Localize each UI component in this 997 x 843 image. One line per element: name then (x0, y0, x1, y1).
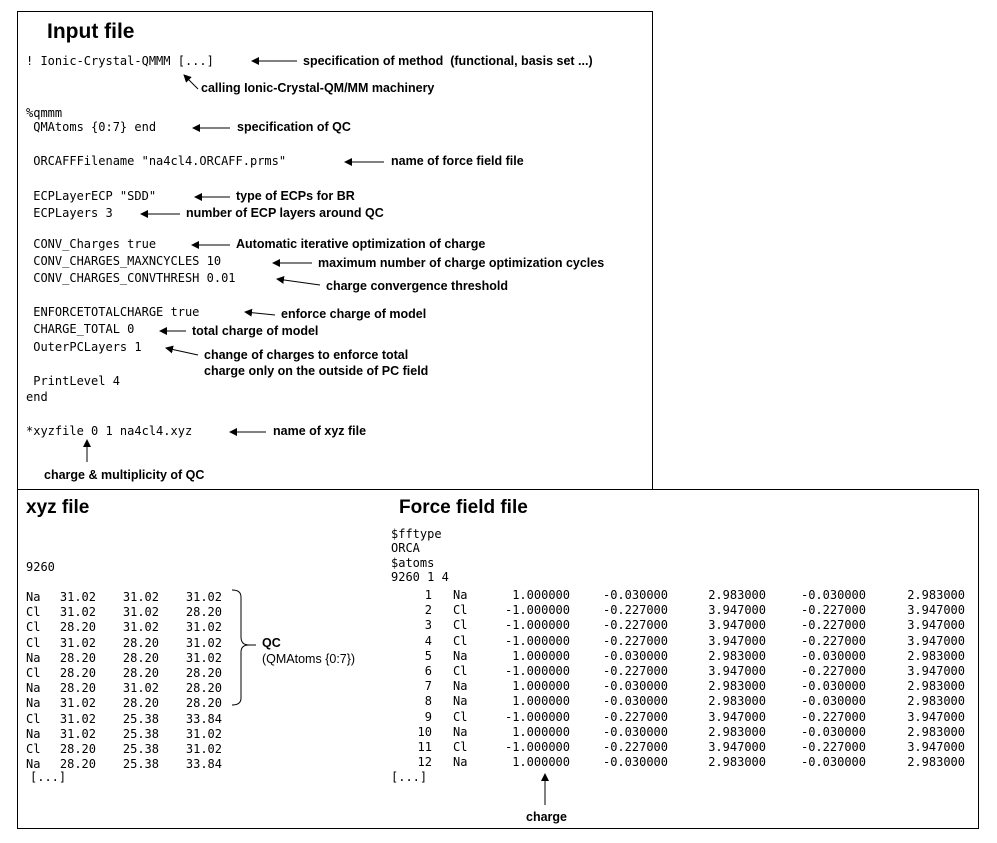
outer-annotation-2: charge only on the outside of PC field (204, 364, 429, 378)
calling-annotation: calling Ionic-Crystal-QM/MM machinery (201, 81, 435, 95)
ff-element-cell: Na (453, 648, 468, 663)
ff-param-cell: 2.983000 (907, 694, 965, 709)
ff-param-cell: -0.227000 (602, 709, 668, 724)
xyz-coordinate-cell: 31.02 (185, 742, 222, 756)
xyz-coordinate-cell: 25.38 (122, 742, 159, 756)
ff-element-cell: Cl (453, 618, 468, 633)
ff-param-cell: -0.030000 (800, 679, 866, 694)
ff-index-cell: 7 (424, 679, 432, 694)
ff-param-cell: -0.030000 (602, 724, 668, 739)
ff-param-cell: 2.983000 (708, 679, 766, 694)
ff-param-cell: -0.030000 (602, 755, 668, 770)
ff-param-cell: 3.947000 (708, 633, 766, 648)
xyz-coordinate-cell: 28.20 (59, 742, 96, 756)
xyz-coordinate-cell: 28.20 (59, 620, 96, 635)
xyz-coordinate-cell: 31.02 (59, 605, 96, 620)
ecplayerecp-line: ECPLayerECP "SDD" (26, 189, 157, 203)
xyz-coordinate-cell: 31.02 (122, 590, 159, 604)
xyz-coordinate-cell: 31.02 (59, 726, 96, 741)
outerpc-line: OuterPCLayers 1 (26, 340, 142, 354)
xyz-element-cell: Na (26, 696, 41, 711)
force-field-title: Force field file (399, 497, 528, 518)
ff-param-cell: 3.947000 (708, 664, 766, 678)
xyz-coordinate-cell: 31.02 (59, 590, 96, 604)
qc-annotation: specification of QC (237, 120, 351, 134)
ff-charge-cell: 1.000000 (512, 694, 570, 709)
ff-param-cell: -0.227000 (602, 740, 668, 754)
ff-param-cell: 2.983000 (708, 588, 766, 602)
qc-label: QC (262, 636, 281, 650)
ff-param-cell: -0.030000 (800, 648, 866, 663)
xyz-element-cell: Na (26, 757, 41, 772)
xyz-coordinate-cell: 31.02 (185, 726, 222, 741)
xyz-coordinate-cell: 31.02 (59, 635, 96, 650)
ff-index-cell: 4 (424, 633, 432, 648)
multiplicity-annotation: charge & multiplicity of QC (44, 468, 205, 482)
xyz-element-cell: Cl (26, 635, 41, 650)
ff-index-cell: 11 (417, 740, 432, 754)
xyz-coordinate-cell: 28.20 (122, 666, 159, 680)
ecptype-annotation: type of ECPs for BR (236, 189, 355, 203)
xyz-coordinate-cell: 31.02 (59, 711, 96, 726)
ff-param-cell: 3.947000 (708, 603, 766, 618)
ff-element-cell: Na (453, 755, 468, 770)
ff-header-atoms: $atoms (391, 556, 435, 570)
arrow-thresh (277, 279, 320, 285)
xyz-coordinate-cell: 28.20 (59, 757, 96, 772)
ff-param-cell: -0.227000 (800, 603, 866, 618)
xyz-coordinate-cell: 28.20 (122, 635, 159, 650)
xyz-element-cell: Cl (26, 666, 41, 680)
ff-element-cell: Cl (453, 740, 468, 754)
xyzname-annotation: name of xyz file (273, 424, 367, 438)
xyz-element-cell: Cl (26, 605, 41, 620)
auto-annotation: Automatic iterative optimization of charge (236, 237, 486, 251)
ff-param-cell: 3.947000 (708, 709, 766, 724)
outer-annotation-1: change of charges to enforce total (204, 348, 409, 362)
ff-param-cell: -0.030000 (602, 648, 668, 663)
ff-index-cell: 6 (424, 664, 432, 678)
ff-param-cell: 2.983000 (708, 724, 766, 739)
ff-ellipsis: [...] (391, 770, 428, 784)
end-line: end (26, 390, 48, 404)
ff-param-cell: -0.227000 (800, 618, 866, 633)
ff-param-cell: 3.947000 (708, 740, 766, 754)
qc-bracket (232, 590, 256, 705)
xyz-coordinate-cell: 28.20 (185, 696, 222, 711)
ff-element-cell: Na (453, 724, 468, 739)
xyz-element-cell: Cl (26, 742, 41, 756)
ff-index-cell: 12 (417, 755, 432, 770)
ff-element-cell: Cl (453, 633, 468, 648)
ff-param-cell: -0.030000 (800, 588, 866, 602)
xyz-element-cell: Na (26, 590, 41, 604)
ff-element-cell: Na (453, 679, 468, 694)
ff-index-cell: 1 (424, 588, 432, 602)
arrow-enforce (245, 312, 275, 315)
xyz-element-cell: Na (26, 726, 41, 741)
xyz-coordinate-cell: 33.84 (185, 757, 222, 772)
ff-param-cell: -0.227000 (602, 633, 668, 648)
enforce-line: ENFORCETOTALCHARGE true (26, 305, 200, 319)
ff-charge-cell: 1.000000 (512, 679, 570, 694)
ff-index-cell: 9 (424, 709, 432, 724)
ff-param-cell: -0.030000 (800, 755, 866, 770)
xyz-coordinate-cell: 28.20 (185, 681, 222, 696)
ff-charge-cell: -1.000000 (504, 709, 570, 724)
xyz-coordinate-cell: 25.38 (122, 757, 159, 772)
xyz-coordinate-cell: 31.02 (59, 696, 96, 711)
xyz-coordinate-cell: 28.20 (185, 666, 222, 680)
xyz-coordinate-cell: 25.38 (122, 711, 159, 726)
ff-param-cell: 2.983000 (907, 724, 965, 739)
ff-param-cell: -0.227000 (602, 664, 668, 678)
ff-index-cell: 2 (424, 603, 432, 618)
qc-sublabel: (QMAtoms {0:7}) (262, 652, 356, 666)
ff-param-cell: 3.947000 (907, 618, 965, 633)
ff-param-cell: 2.983000 (907, 755, 965, 770)
ff-header-orca: ORCA (391, 541, 420, 555)
ff-param-cell: 3.947000 (708, 618, 766, 633)
xyz-element-cell: Na (26, 681, 41, 696)
arrow-calling (184, 75, 198, 89)
ff-param-cell: 3.947000 (907, 633, 965, 648)
enforce-annotation: enforce charge of model (281, 307, 427, 321)
qmatoms-line: QMAtoms {0:7} end (26, 120, 157, 134)
ff-element-cell: Cl (453, 664, 468, 678)
ecplayers-annotation: number of ECP layers around QC (186, 206, 384, 220)
xyz-coordinate-cell: 31.02 (122, 681, 159, 696)
method-annotation: specification of method (functional, basis set ...) (303, 54, 593, 68)
printlevel-line: PrintLevel 4 (26, 374, 120, 388)
ff-param-cell: -0.227000 (800, 709, 866, 724)
ff-param-cell: -0.030000 (602, 588, 668, 602)
xyz-element-cell: Cl (26, 711, 41, 726)
ff-charge-cell: 1.000000 (512, 724, 570, 739)
ff-param-cell: -0.030000 (602, 694, 668, 709)
ecplayers-line: ECPLayers 3 (26, 206, 113, 220)
xyz-coordinate-cell: 28.20 (122, 650, 159, 665)
maxcycles-annotation: maximum number of charge optimization cycles (318, 256, 605, 270)
xyz-coordinate-cell: 25.38 (122, 726, 159, 741)
conv-thresh-line: CONV_CHARGES_CONVTHRESH 0.01 (26, 271, 236, 285)
ff-param-cell: -0.030000 (800, 724, 866, 739)
xyz-coordinate-cell: 28.20 (59, 650, 96, 665)
ffname-annotation: name of force field file (391, 154, 524, 168)
qmmm-line: %qmmm (26, 106, 63, 120)
ff-param-cell: 2.983000 (907, 679, 965, 694)
ff-param-cell: 3.947000 (907, 603, 965, 618)
xyz-coordinate-cell: 33.84 (185, 711, 222, 726)
ff-element-cell: Na (453, 694, 468, 709)
ff-param-cell: 3.947000 (907, 664, 965, 678)
ff-index-cell: 8 (424, 694, 432, 709)
xyz-coordinate-cell: 31.02 (185, 650, 222, 665)
xyz-coordinate-cell: 28.20 (122, 696, 159, 711)
ff-param-cell: -0.227000 (800, 664, 866, 678)
charge-total-line: CHARGE_TOTAL 0 (26, 322, 135, 336)
xyz-coordinate-cell: 28.20 (185, 605, 222, 620)
ff-element-cell: Cl (453, 709, 468, 724)
xyz-atom-count: 9260 (26, 560, 55, 574)
orcaff-line: ORCAFFFilename "na4cl4.ORCAFF.prms" (26, 154, 287, 168)
xyz-coordinate-cell: 28.20 (59, 666, 96, 680)
ff-param-cell: 3.947000 (907, 709, 965, 724)
xyz-coordinate-cell: 31.02 (185, 620, 222, 635)
ff-param-cell: 3.947000 (907, 740, 965, 754)
xyzfile-line: *xyzfile 0 1 na4cl4.xyz (26, 424, 193, 438)
ff-charge-cell: 1.000000 (512, 755, 570, 770)
ff-charge-cell: -1.000000 (504, 603, 570, 618)
conv-charges-line: CONV_Charges true (26, 237, 157, 251)
xyz-coordinate-cell: 28.20 (59, 681, 96, 696)
arrow-outer (166, 348, 198, 355)
xyz-coordinate-cell: 31.02 (122, 605, 159, 620)
ff-param-cell: -0.227000 (800, 740, 866, 754)
xyz-coordinate-cell: 31.02 (185, 590, 222, 604)
xyz-element-cell: Cl (26, 620, 41, 635)
ff-element-cell: Na (453, 588, 468, 602)
ff-param-cell: -0.227000 (800, 633, 866, 648)
xyz-file-title: xyz file (26, 497, 90, 518)
ff-param-cell: -0.030000 (602, 679, 668, 694)
ff-param-cell: -0.227000 (602, 603, 668, 618)
ff-param-cell: -0.227000 (602, 618, 668, 633)
conv-maxcycles-line: CONV_CHARGES_MAXNCYCLES 10 (26, 254, 222, 268)
ff-charge-cell: -1.000000 (504, 633, 570, 648)
ff-param-cell: 2.983000 (907, 648, 965, 663)
ff-param-cell: -0.030000 (800, 694, 866, 709)
ff-charge-cell: 1.000000 (512, 648, 570, 663)
ff-index-cell: 5 (424, 648, 432, 663)
ff-header-fftype: $fftype (391, 527, 442, 541)
ff-index-cell: 10 (417, 724, 432, 739)
total-annotation: total charge of model (192, 324, 319, 338)
ff-charge-cell: -1.000000 (504, 664, 570, 678)
charge-label: charge (526, 810, 567, 824)
ff-param-cell: 2.983000 (708, 648, 766, 663)
method-line: ! Ionic-Crystal-QMMM [...] (26, 54, 214, 68)
ff-charge-cell: -1.000000 (504, 618, 570, 633)
ff-index-cell: 3 (424, 618, 432, 633)
ff-charge-cell: 1.000000 (512, 588, 570, 602)
xyz-element-cell: Na (26, 650, 41, 665)
xyz-coordinate-cell: 31.02 (122, 620, 159, 635)
ff-param-cell: 2.983000 (907, 588, 965, 602)
xyz-ellipsis: [...] (30, 770, 67, 784)
ff-header-count: 9260 1 4 (391, 570, 449, 584)
thresh-annotation: charge convergence threshold (326, 279, 509, 293)
xyz-coordinate-cell: 31.02 (185, 635, 222, 650)
ff-param-cell: 2.983000 (708, 755, 766, 770)
input-file-title: Input file (47, 20, 135, 43)
ff-charge-cell: -1.000000 (504, 740, 570, 754)
ff-element-cell: Cl (453, 603, 468, 618)
ff-param-cell: 2.983000 (708, 694, 766, 709)
